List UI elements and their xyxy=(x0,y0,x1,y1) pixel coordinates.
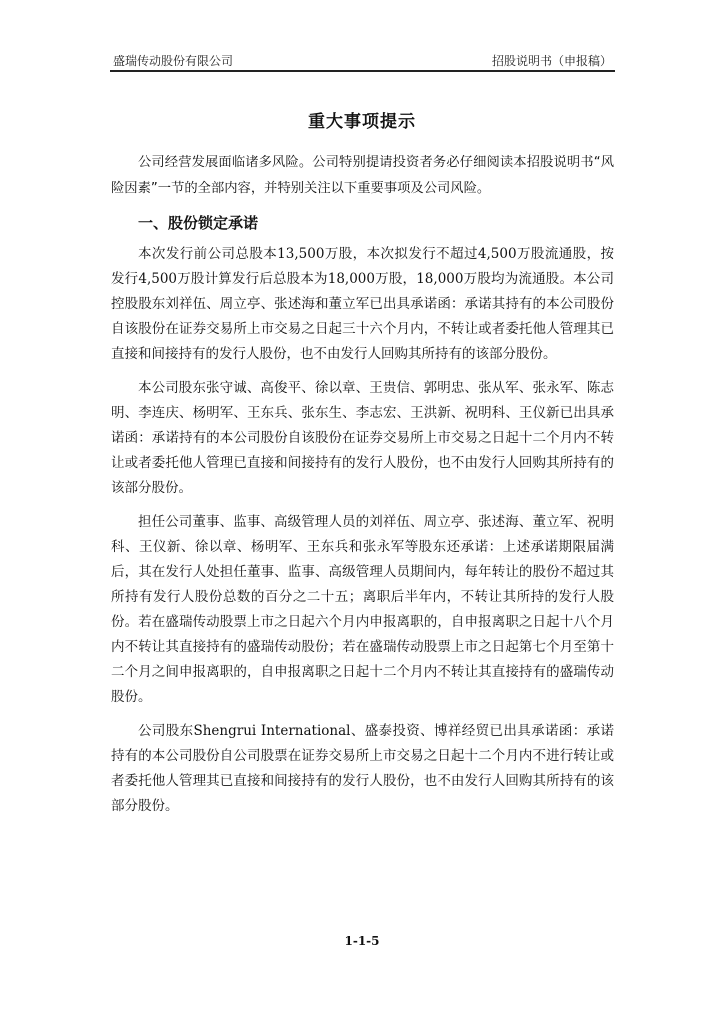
section-heading-share-lockup: 一、股份锁定承诺 xyxy=(138,214,259,232)
header-company-name: 盛瑞传动股份有限公司 xyxy=(113,54,234,68)
paragraph-directors-commitment: 担任公司董事、监事、高级管理人员的刘祥伍、周立亭、张述海、董立军、祝明科、王仪新、徐以章、杨明军、王东兵和张永军等股东还承诺：上述承诺期限届满后，其在发行人处担任董事、监事、高级管理人员期间内，每年转让的股份不超过其所持有发行人股份总数的百分之二十五；离职后半年内，不转让其所持的发行人股份。若在盛瑞传动股票上市之日起六个月内申报离职的，自申报离职之日起十八个月内不转让其直接持有的盛瑞传动股份；若在盛瑞传动股票上市之日起第七个月至第十二个月之间申报离职的，自申报离职之日起十二个月内不转让其直接持有的盛瑞传动股份。 xyxy=(111,514,614,705)
paragraph-institutional-shareholders: 公司股东Shengrui International、盛泰投资、博祥经贸已出具承诺函：承诺持有的本公司股份自公司股票在证券交易所上市交易之日起十二个月内不进行转让或者委托他人管理其已直接和间接持有的发行人股份，也不由发行人回购其所持有的该部分股份。 xyxy=(111,723,614,814)
main-content xyxy=(111,150,614,819)
intro-paragraph: 公司经营发展面临诸多风险。公司特别提请投资者务必仔细阅读本招股说明书“风险因素”一节的全部内容，并特别关注以下重要事项及公司风险。 xyxy=(111,155,614,196)
page-header xyxy=(110,50,615,72)
header-document-type: 招股说明书（申报稿） xyxy=(491,54,612,68)
page-number: 1-1-5 xyxy=(344,934,380,948)
paragraph-controlling-shareholders: 本次发行前公司总股本13,500万股，本次拟发行不超过4,500万股流通股，按发行4,500万股计算发行后总股本为18,000万股，18,000万股均为流通股。本公司控股股东刘祥伍、周立亭、张述海和董立军已出具承诺函：承诺其持有的本公司股份自该股份在证券交易所上市交易之日起三十六个月内，不转让或者委托他人管理其已直接和间接持有的发行人股份，也不由发行人回购其所持有的该部分股份。 xyxy=(111,246,614,362)
paragraph-other-shareholders: 本公司股东张守诚、高俊平、徐以章、王贵信、郭明忠、张从军、张永军、陈志明、李连庆、杨明军、王东兵、张东生、李志宏、王洪新、祝明科、王仪新已出具承诺函：承诺持有的本公司股份自该股份在证券交易所上市交易之日起十二个月内不转让或者委托他人管理已直接和间接持有的发行人股份，也不由发行人回购其所持有的该部分股份。 xyxy=(111,380,614,496)
page-title: 重大事项提示 xyxy=(308,112,416,132)
